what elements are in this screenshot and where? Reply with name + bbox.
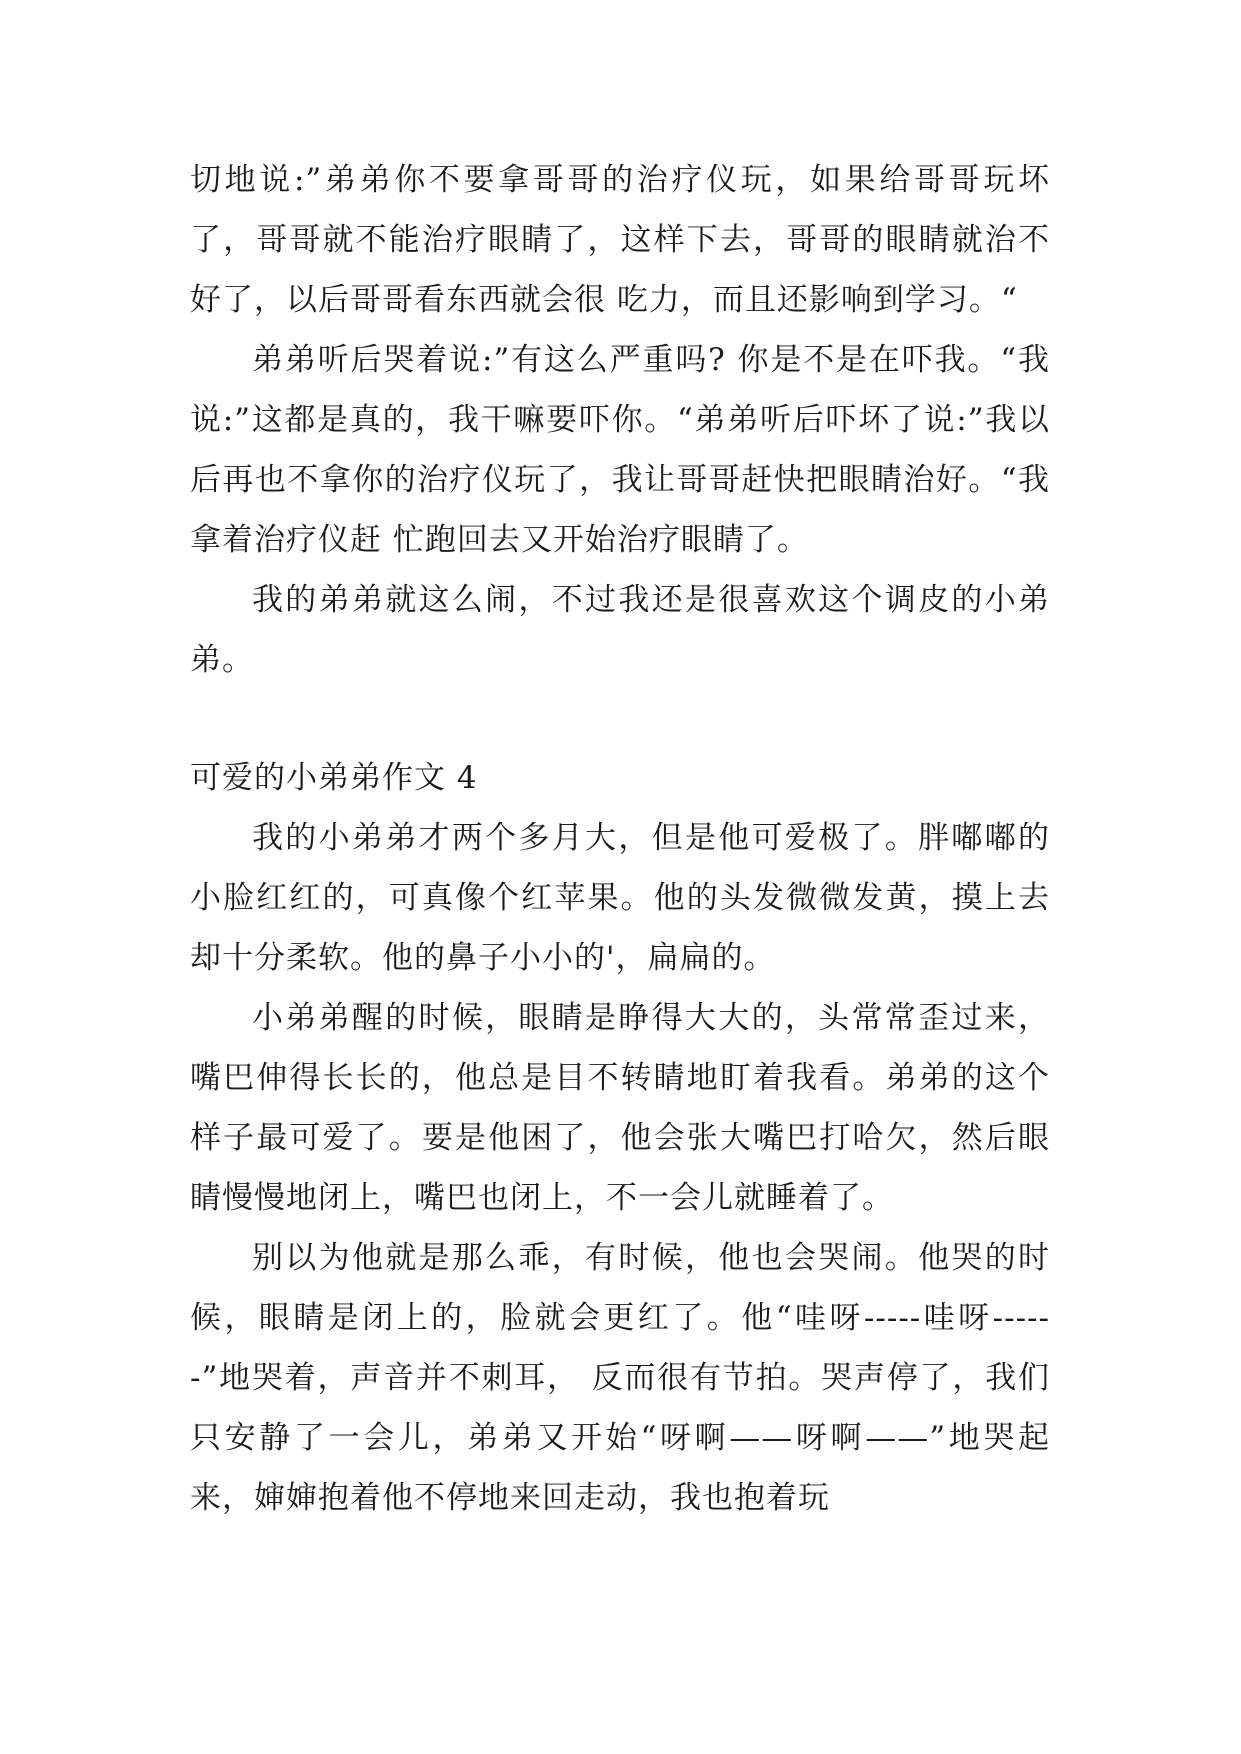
paragraph-awake: 小弟弟醒的时候，眼睛是睁得大大的，头常常歪过来，嘴巴伸得长长的，他总是目不转睛地盯着我看。弟弟的这个样子最可爱了。要是他困了，他会张大嘴巴打哈欠，然后眼睛慢慢地闭上，嘴巴也闭上，不一会儿就睡着了。 [190,1000,1050,1216]
paragraph-intro: 我的小弟弟才两个多月大，但是他可爱极了。胖嘟嘟的小脸红红的，可真像个红苹果。他的头发微微发黄，摸上去却十分柔软。他的鼻子小小的'，扁扁的。 [190,820,1050,976]
paragraph-continuation: 切地说:”弟弟你不要拿哥哥的治疗仪玩，如果给哥哥玩坏了，哥哥就不能治疗眼睛了，这样下去，哥哥的眼睛就治不好了，以后哥哥看东西就会很 吃力，而且还影响到学习。“ [190,162,1050,318]
document-body [190,150,1050,1528]
paragraph-crying: 别以为他就是那么乖，有时候，他也会哭闹。他哭的时候，眼睛是闭上的，脸就会更红了。他“哇呀-----哇呀------”地哭着，声音并不刺耳， 反而很有节拍。哭声停了，我们只安静了一会儿，弟弟又开始“呀啊——呀啊——”地哭起来，婶婶抱着他不停地来回走动，我也抱着玩 [190,1240,1050,1516]
paragraph-dialogue: 弟弟听后哭着说:”有这么严重吗? 你是不是在吓我。“我说:”这都是真的，我干嘛要吓你。“弟弟听后吓坏了说:”我以后再也不拿你的治疗仪玩了，我让哥哥赶快把眼睛治好。“我拿着治疗仪赶 忙跑回去又开始治疗眼睛了。 [190,342,1050,558]
paragraph-conclusion: 我的弟弟就这么闹，不过我还是很喜欢这个调皮的小弟弟。 [190,582,1050,678]
section-title: 可爱的小弟弟作文 4 [190,760,478,796]
